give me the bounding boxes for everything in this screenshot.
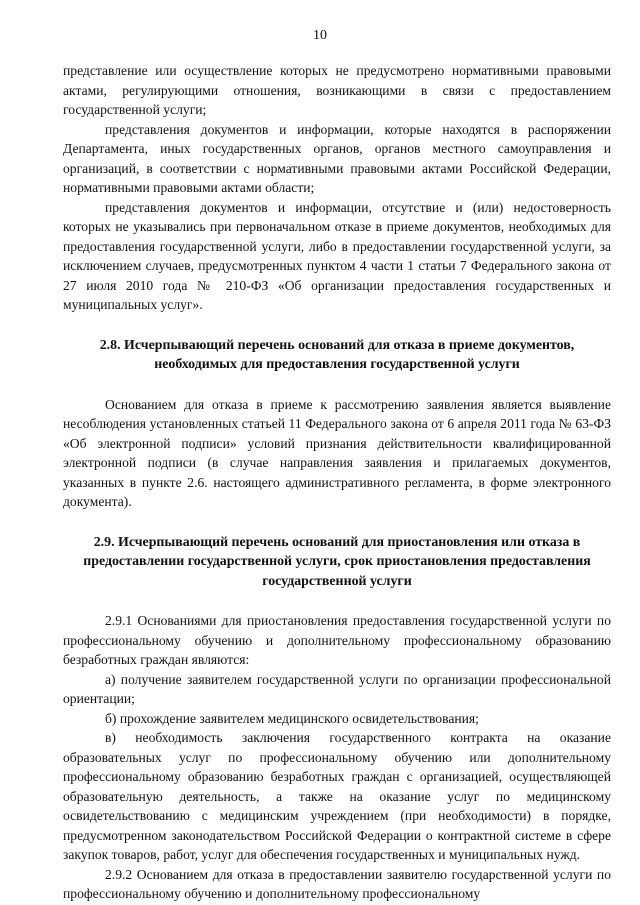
document-body <box>63 61 611 904</box>
section-heading-2-9: 2.9. Исчерпывающий перечень оснований для приостановления или отказа в предоставлении государственной услуги, срок приостановления предоставления государственной услуги <box>83 534 591 589</box>
page-number: 10 <box>313 28 327 43</box>
paragraph-department-documents: представления документов и информации, которые находятся в распоряжении Департамента, иных государственных органов, органов местного самоуправления и организаций, в соответствии с нормативными правовыми актами Российской Федерации, нормативными правовыми актами области; <box>63 121 611 195</box>
paragraph-refusal-grounds: Основанием для отказа в приеме к рассмотрению заявления является выявление несоблюдения установленных статьей 11 Федерального закона от 6 апреля 2011 года № 63-ФЗ «Об электронной подписи» условий признания действительности квалифицированной электронной подписи (в случае направления заявления и прилагаемых документов, указанных в пункте 2.6. настоящего административного регламента, в форме электронного документа). <box>63 396 611 509</box>
paragraph-continuation: представление или осуществление которых не предусмотрено нормативными правовыми актами, регулирующими отношения, возникающими в связи с предоставлением государственной услуги; <box>63 63 611 117</box>
list-item-b: б) прохождение заявителем медицинского освидетельствования; <box>105 710 479 726</box>
list-item-a: а) получение заявителем государственной услуги по организации профессиональной ориентации; <box>63 671 611 706</box>
paragraph-2-9-1: 2.9.1 Основаниями для приостановления предоставления государственной услуги по профессиональному обучению и дополнительному профессиональному образованию безработных граждан являются: <box>63 613 611 667</box>
paragraph-initial-refusal: представления документов и информации, отсутствие и (или) недостоверность которых не указывались при первоначальном отказе в приеме документов, необходимых для предоставления государственной услуги, либо в предоставлении государственной услуги, за исключением случаев, предусмотренных пунктом 4 части 1 статьи 7 Федерального закона от 27 июля 2010 года № 210-ФЗ «Об организации предоставления государственных и муниципальных услуг». <box>63 199 611 312</box>
section-heading-2-8: 2.8. Исчерпывающий перечень оснований для отказа в приеме документов, необходимых для предоставления государственной услуги <box>99 337 575 372</box>
paragraph-2-9-2: 2.9.2 Основанием для отказа в предоставлении заявителю государственной услуги по профессиональному обучению и дополнительному профессиональному <box>63 866 611 901</box>
list-item-c: в) необходимость заключения государственного контракта на оказание образовательных услуг по профессиональному обучению или дополнительному профессиональному образованию безработных граждан с организацией, осуществляющей образовательную деятельность, а также на оказание услуг по медицинскому освидетельствованию с медицинским учреждением (при необходимости) в порядке, предусмотренном законодательством Российской Федерации о контрактной системе в сфере закупок товаров, работ, услуг для обеспечения государственных и муниципальных нужд. <box>63 730 611 862</box>
